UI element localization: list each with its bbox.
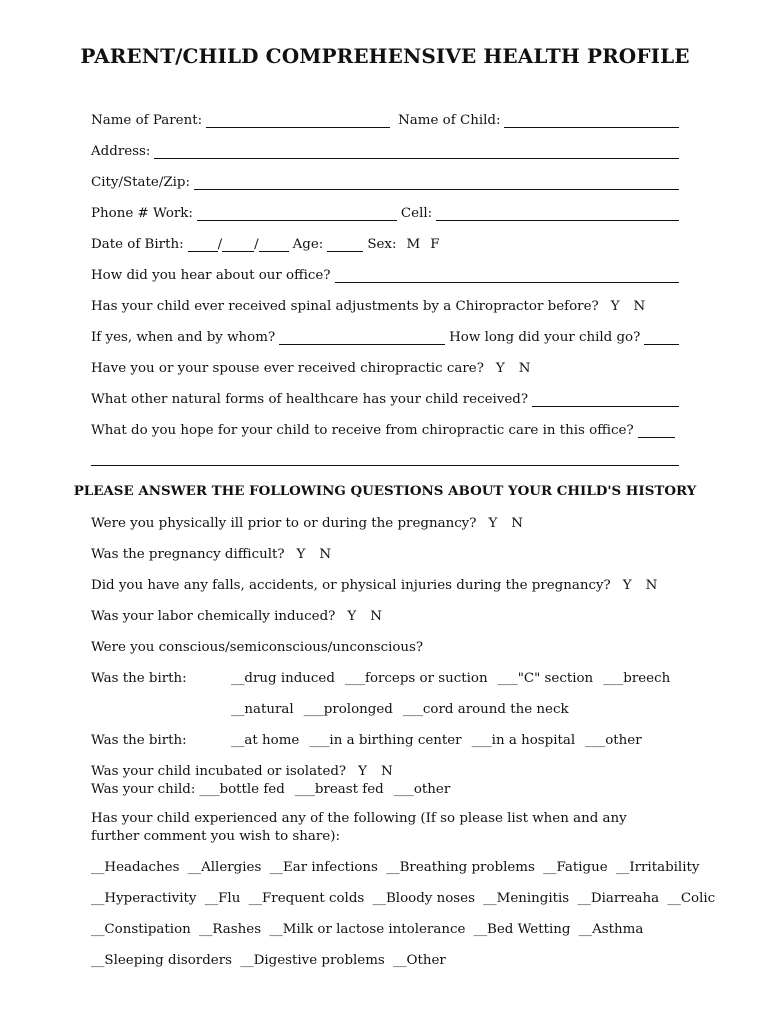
incubated-label: Was your child incubated or isolated? [91, 764, 347, 779]
birth-place-label: Was the birth: [91, 733, 187, 748]
hear-about-row [91, 263, 679, 283]
incubated-row [91, 759, 679, 779]
spouse-care-no[interactable]: N [518, 361, 531, 376]
falls-accidents-label: Did you have any falls, accidents, or physical injuries during the pregnancy? [91, 578, 611, 593]
ill-pregnancy-no[interactable]: N [511, 516, 523, 531]
names-row [91, 108, 679, 128]
condition-bed-wetting[interactable]: __Bed Wetting [473, 922, 571, 937]
child-name-label: Name of Child: [398, 113, 501, 128]
birth-option-cord[interactable]: ___cord around the neck [402, 702, 569, 717]
fed-other[interactable]: ___other [393, 782, 451, 797]
condition-milk-intolerance[interactable]: __Milk or lactose intolerance [269, 922, 466, 937]
birth-place-row [91, 728, 679, 748]
condition-frequent-colds[interactable]: __Frequent colds [248, 891, 365, 906]
conditions-row-2 [91, 891, 716, 906]
dob-month-field[interactable] [188, 237, 218, 252]
conditions-row-4 [91, 953, 679, 968]
child-fed-label: Was your child: [91, 782, 196, 797]
pregnancy-difficult-no[interactable]: N [319, 547, 332, 562]
birth-type-row-1 [91, 666, 679, 686]
birth-option-breech[interactable]: ___breech [603, 671, 671, 686]
condition-rashes[interactable]: __Rashes [199, 922, 262, 937]
address-row [91, 139, 679, 159]
cell-label: Cell: [400, 206, 433, 221]
city-field[interactable] [194, 175, 679, 190]
birth-option-natural[interactable]: __natural [231, 702, 294, 717]
birth-place-birthing-center[interactable]: ___in a birthing center [309, 733, 462, 748]
condition-flu[interactable]: __Flu [204, 891, 241, 906]
birth-type-row-2 [91, 697, 679, 717]
natural-forms-label: What other natural forms of healthcare has your child received? [91, 392, 529, 407]
pregnancy-difficult-yn [297, 547, 332, 562]
labor-induced-yn [347, 609, 382, 624]
condition-meningitis[interactable]: __Meningitis [483, 891, 570, 906]
spinal-adjust-label: Has your child ever received spinal adjustments by a Chiropractor before? [91, 299, 599, 314]
condition-fatigue[interactable]: __Fatigue [543, 860, 608, 875]
how-long-field[interactable] [644, 330, 679, 345]
city-label: City/State/Zip: [91, 175, 191, 190]
conscious-label: Were you conscious/semiconscious/unconscious? [91, 640, 424, 655]
labor-induced-label: Was your labor chemically induced? [91, 609, 336, 624]
if-yes-row [91, 325, 679, 345]
falls-accidents-no[interactable]: N [645, 578, 658, 593]
falls-accidents-row [91, 573, 679, 593]
hope-for-continuation-line[interactable] [91, 465, 679, 466]
hear-about-label: How did you hear about our office? [91, 268, 331, 283]
form-title: PARENT/CHILD COMPREHENSIVE HEALTH PROFILE [80, 44, 690, 68]
labor-induced-yes[interactable]: Y [347, 609, 357, 624]
phone-work-field[interactable] [197, 206, 397, 221]
condition-hyperactivity[interactable]: __Hyperactivity [91, 891, 197, 906]
pregnancy-difficult-row [91, 542, 679, 562]
ill-pregnancy-row [91, 511, 679, 531]
condition-digestive-problems[interactable]: __Digestive problems [240, 953, 385, 968]
condition-bloody-noses[interactable]: __Bloody noses [372, 891, 475, 906]
sex-label: Sex: [367, 237, 397, 252]
dob-label: Date of Birth: [91, 237, 184, 252]
age-field[interactable] [327, 237, 363, 252]
spouse-care-yes[interactable]: Y [495, 361, 505, 376]
dob-sep-1: / [217, 237, 223, 252]
section-heading: PLEASE ANSWER THE FOLLOWING QUESTIONS ABOUT YOUR CHILD'S HISTORY [73, 483, 697, 499]
ill-pregnancy-yes[interactable]: Y [488, 516, 498, 531]
ill-pregnancy-yn [488, 516, 523, 531]
birth-place-hospital[interactable]: ___in a hospital [471, 733, 576, 748]
condition-asthma[interactable]: __Asthma [578, 922, 644, 937]
parent-name-field[interactable] [206, 113, 390, 128]
hope-for-row [91, 418, 679, 438]
sex-f-option[interactable]: F [430, 237, 440, 252]
incubated-yes[interactable]: Y [358, 764, 367, 779]
condition-colic[interactable]: __Colic [667, 891, 716, 906]
condition-irritability[interactable]: __Irritability [615, 860, 700, 875]
age-label: Age: [292, 237, 324, 252]
dob-sep-2: / [254, 237, 259, 252]
spouse-care-yn [496, 361, 531, 376]
condition-other[interactable]: __Other [393, 953, 446, 968]
spinal-adjust-yes[interactable]: Y [610, 299, 620, 314]
condition-allergies[interactable]: __Allergies [187, 860, 262, 875]
birth-place-other[interactable]: ___other [585, 733, 642, 748]
experienced-question: Has your child experienced any of the following (If so please list when and any further comment you wish to share): [91, 811, 627, 844]
spinal-adjust-no[interactable]: N [633, 299, 646, 314]
city-row [91, 170, 679, 190]
hear-about-field[interactable] [335, 268, 679, 283]
falls-accidents-yn [623, 578, 658, 593]
dob-row [91, 232, 679, 252]
if-yes-field[interactable] [279, 330, 445, 345]
condition-constipation[interactable]: __Constipation [91, 922, 191, 937]
natural-forms-field[interactable] [532, 392, 679, 407]
sex-m-option[interactable]: M [406, 237, 421, 252]
condition-ear-infections[interactable]: __Ear infections [269, 860, 378, 875]
spouse-care-row [91, 356, 679, 376]
child-fed-row [91, 777, 679, 797]
parent-name-label: Name of Parent: [91, 113, 203, 128]
cell-field[interactable] [436, 206, 679, 221]
hope-for-field[interactable] [638, 423, 675, 438]
condition-diarreaha[interactable]: __Diarreaha [577, 891, 660, 906]
labor-induced-row [91, 604, 679, 624]
spouse-care-label: Have you or your spouse ever received chiropractic care? [91, 361, 484, 376]
condition-breathing-problems[interactable]: __Breathing problems [386, 860, 535, 875]
address-field[interactable] [154, 144, 679, 159]
condition-headaches[interactable]: __Headaches [91, 860, 180, 875]
conditions-row-3 [91, 922, 679, 937]
birth-type-label: Was the birth: [91, 671, 187, 686]
labor-induced-no[interactable]: N [370, 609, 382, 624]
spinal-adjust-yn [611, 299, 646, 314]
hope-for-label: What do you hope for your child to receive from chiropractic care in this office? [91, 423, 634, 438]
conscious-row [91, 635, 679, 655]
birth-option-prolonged[interactable]: ___prolonged [303, 702, 393, 717]
how-long-label: How long did your child go? [449, 330, 641, 345]
birth-option-forceps[interactable]: ___forceps or suction [344, 671, 488, 686]
pregnancy-difficult-label: Was the pregnancy difficult? [91, 547, 285, 562]
birth-option-drug-induced[interactable]: __drug induced [231, 671, 335, 686]
falls-accidents-yes[interactable]: Y [622, 578, 632, 593]
address-label: Address: [91, 144, 151, 159]
natural-forms-row [91, 387, 679, 407]
child-name-field[interactable] [504, 113, 679, 128]
incubated-no[interactable]: N [380, 764, 393, 779]
ill-pregnancy-label: Were you physically ill prior to or during the pregnancy? [91, 516, 477, 531]
birth-option-c-section[interactable]: ___"C" section [497, 671, 594, 686]
dob-year-field[interactable] [259, 237, 289, 252]
condition-sleeping-disorders[interactable]: __Sleeping disorders [91, 953, 232, 968]
fed-bottle[interactable]: ___bottle fed [199, 782, 285, 797]
pregnancy-difficult-yes[interactable]: Y [296, 547, 306, 562]
conditions-row-1 [91, 860, 700, 875]
phone-work-label: Phone # Work: [91, 206, 193, 221]
spinal-adjust-row [91, 294, 679, 314]
birth-place-home[interactable]: __at home [231, 733, 300, 748]
fed-breast[interactable]: ___breast fed [294, 782, 384, 797]
if-yes-label: If yes, when and by whom? [91, 330, 276, 345]
phone-row [91, 201, 679, 221]
dob-day-field[interactable] [222, 237, 254, 252]
